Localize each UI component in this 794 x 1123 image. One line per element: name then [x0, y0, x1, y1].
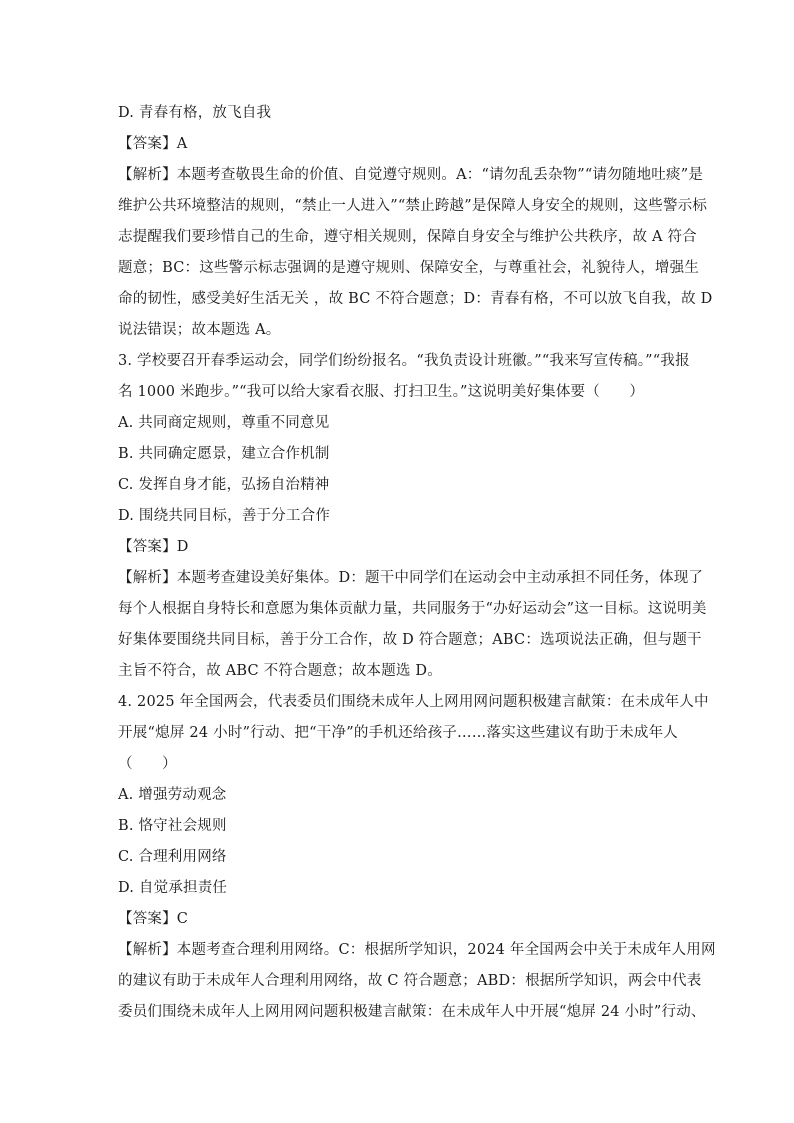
q4-analysis-line: 的建议有助于未成年人合理利用网络，故 C 符合题意；ABD：根据所学知识，两会中代表 — [118, 973, 702, 989]
q4-option-c: C. 合理利用网络 — [118, 849, 227, 865]
q3-analysis-line: 好集体要围绕共同目标，善于分工合作，故 D 符合题意；ABC：选项说法正确，但与题干 — [118, 632, 702, 648]
q2-option-d: D. 青春有格，放飞自我 — [118, 105, 272, 121]
q4-stem-line: 4. 2025 年全国两会，代表委员们围绕未成年人上网用网问题积极建言献策：在未成年人中 — [118, 694, 709, 710]
q2-analysis-line: 志提醒我们要珍惜自己的生命，遵守相关规则，保障自身安全与维护公共秩序，故 A 符合 — [118, 229, 697, 245]
q4-answer: 【答案】C — [118, 911, 189, 927]
q4-option-d: D. 自觉承担责任 — [118, 880, 228, 896]
q3-analysis-line: 主旨不符合，故 ABC 不符合题意；故本题选 D。 — [118, 663, 442, 679]
q4-option-b: B. 恪守社会规则 — [118, 818, 227, 834]
q4-analysis-line: 委员们围绕未成年人上网用网问题积极建言献策：在未成年人中开展“熄屏 24 小时”行动、 — [118, 1004, 706, 1020]
q3-analysis-line: 每个人根据自身特长和意愿为集体贡献力量，共同服务于“办好运动会”这一目标。这说明美 — [118, 601, 707, 617]
q4-stem-line: （ ） — [118, 756, 177, 772]
q3-stem-line: 3. 学校要召开春季运动会，同学们纷纷报名。“我负责设计班徽。”“我来写宣传稿。”“我报 — [118, 353, 690, 369]
q2-analysis-line: 维护公共环境整洁的规则，“禁止一人进入”“禁止跨越”是保障人身安全的规则，这些警示标 — [118, 198, 708, 214]
q4-analysis-line: 【解析】本题考查合理利用网络。C：根据所学知识，2024 年全国两会中关于未成年人用网 — [118, 942, 716, 958]
q3-option-d: D. 围绕共同目标，善于分工合作 — [118, 508, 331, 524]
q3-option-b: B. 共同确定愿景，建立合作机制 — [118, 446, 330, 462]
q2-answer: 【答案】A — [118, 136, 188, 152]
q2-analysis-line: 命的韧性，感受美好生活无关 ，故 BC 不符合题意；D：青春有格，不可以放飞自我，故 D — [118, 291, 713, 307]
q3-answer: 【答案】D — [118, 539, 189, 555]
q2-analysis-line: 说法错误；故本题选 A。 — [118, 322, 281, 338]
q3-option-a: A. 共同商定规则，尊重不同意见 — [118, 415, 330, 431]
q2-analysis-line: 【解析】本题考查敬畏生命的价值、自觉遵守规则。A：“请勿乱丢杂物”“请勿随地吐痰”是 — [118, 167, 704, 183]
q4-stem-line: 开展“熄屏 24 小时”行动、把“干净”的手机还给孩子……落实这些建议有助于未成年人 — [118, 725, 678, 741]
q3-stem-line: 名 1000 米跑步。”“我可以给大家看衣服、打扫卫生。”这说明美好集体要（ ） — [118, 384, 645, 400]
q3-option-c: C. 发挥自身才能，弘扬自治精神 — [118, 477, 330, 493]
q3-analysis-line: 【解析】本题考查建设美好集体。D：题干中同学们在运动会中主动承担不同任务，体现了 — [118, 570, 704, 586]
q2-analysis-line: 题意；BC：这些警示标志强调的是遵守规则、保障安全，与尊重社会，礼貌待人，增强生 — [118, 260, 700, 276]
q4-option-a: A. 增强劳动观念 — [118, 787, 227, 803]
